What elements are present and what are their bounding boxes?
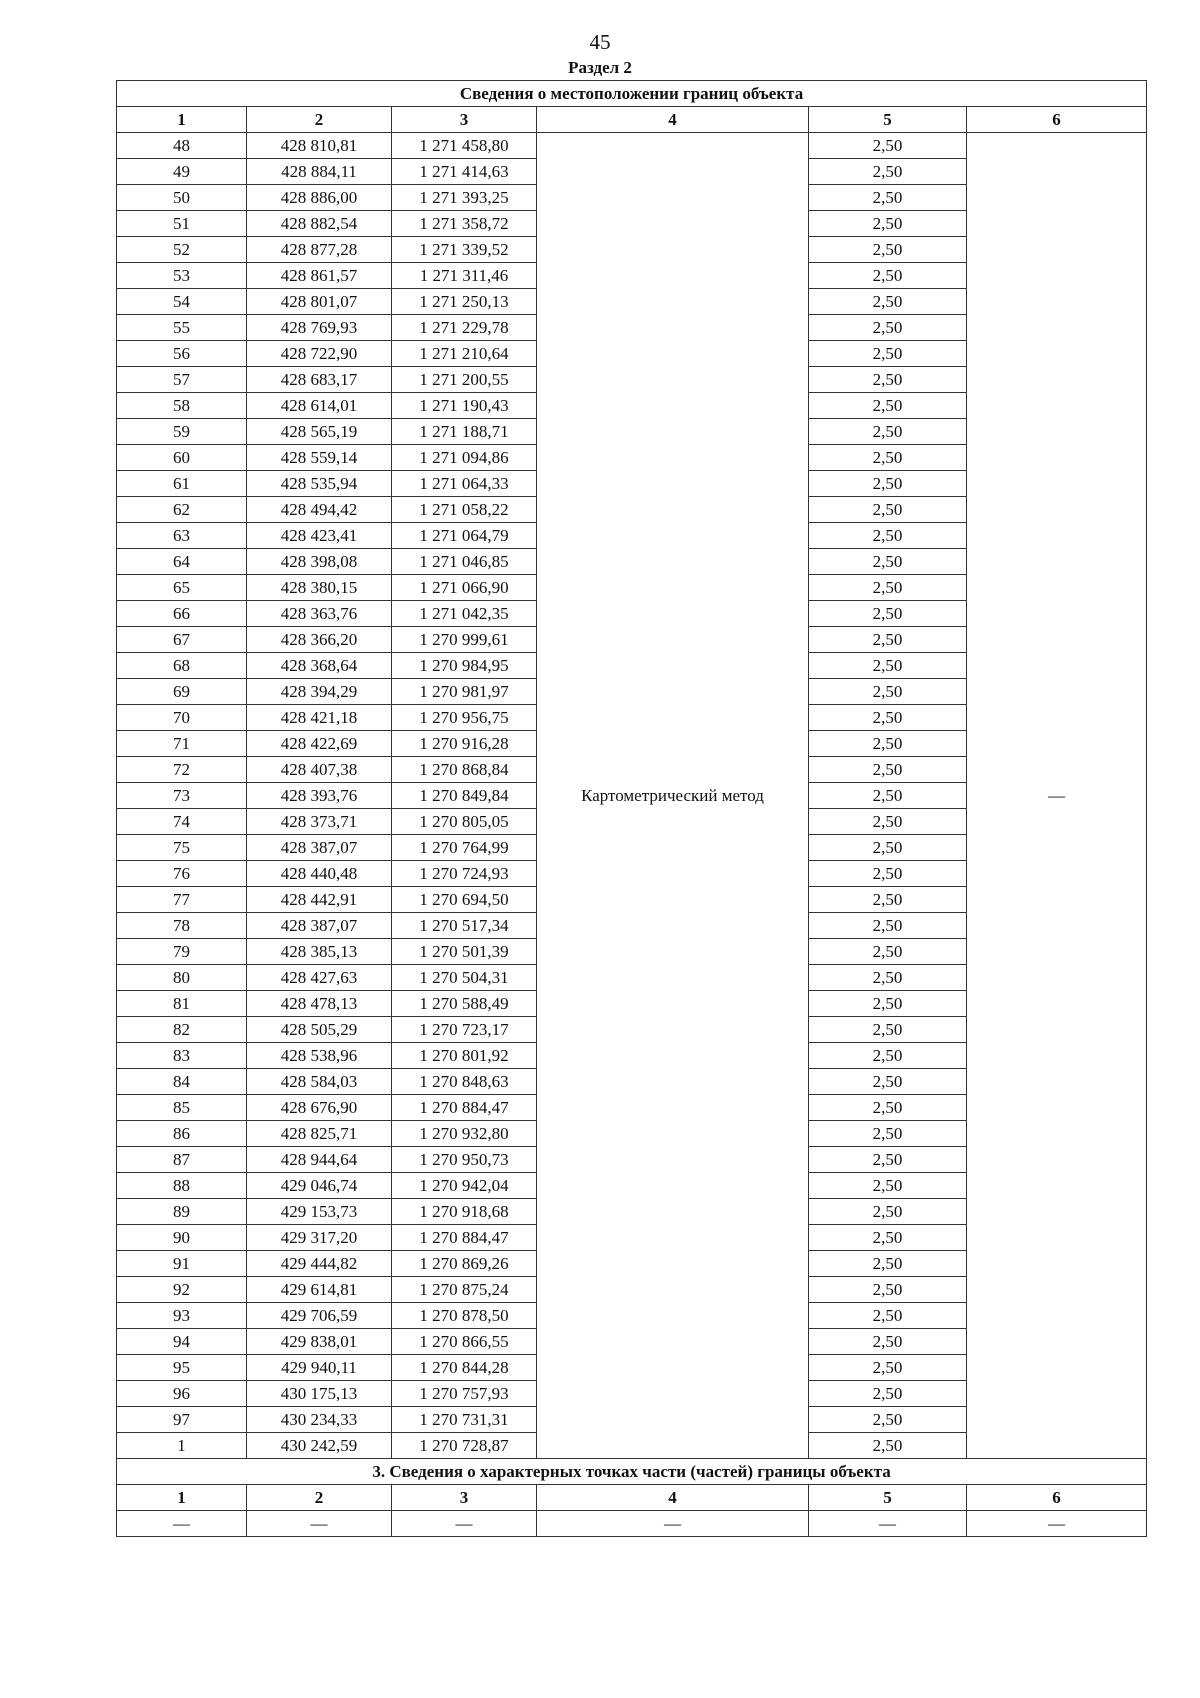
accuracy-cell: 2,50 [809,913,967,939]
x-coordinate-cell: 428 440,48 [247,861,392,887]
x-coordinate-cell: 428 494,42 [247,497,392,523]
point-number-cell: 95 [117,1355,247,1381]
y-coordinate-cell: 1 271 064,33 [392,471,537,497]
point-number-cell: 86 [117,1121,247,1147]
point-number-cell: 97 [117,1407,247,1433]
y-coordinate-cell: 1 270 868,84 [392,757,537,783]
section3-cell: — [967,1511,1147,1537]
section3-row [117,1511,1147,1537]
y-coordinate-cell: 1 270 942,04 [392,1173,537,1199]
y-coordinate-cell: 1 271 058,22 [392,497,537,523]
x-coordinate-cell: 428 676,90 [247,1095,392,1121]
section3-caption-row [117,1459,1147,1485]
accuracy-cell: 2,50 [809,1225,967,1251]
x-coordinate-cell: 429 940,11 [247,1355,392,1381]
accuracy-cell: 2,50 [809,965,967,991]
x-coordinate-cell: 428 559,14 [247,445,392,471]
accuracy-cell: 2,50 [809,471,967,497]
x-coordinate-cell: 428 565,19 [247,419,392,445]
x-coordinate-cell: 428 380,15 [247,575,392,601]
y-coordinate-cell: 1 270 916,28 [392,731,537,757]
x-coordinate-cell: 428 363,76 [247,601,392,627]
accuracy-cell: 2,50 [809,991,967,1017]
point-number-cell: 64 [117,549,247,575]
accuracy-cell: 2,50 [809,1355,967,1381]
accuracy-cell: 2,50 [809,367,967,393]
x-coordinate-cell: 428 366,20 [247,627,392,653]
x-coordinate-cell: 428 810,81 [247,133,392,159]
boundary-table [116,80,1147,1537]
point-number-cell: 67 [117,627,247,653]
x-coordinate-cell: 428 614,01 [247,393,392,419]
accuracy-cell: 2,50 [809,315,967,341]
accuracy-cell: 2,50 [809,1043,967,1069]
accuracy-cell: 2,50 [809,1329,967,1355]
section3-header-row [117,1485,1147,1511]
point-number-cell: 57 [117,367,247,393]
accuracy-cell: 2,50 [809,211,967,237]
method-cell: Картометрический метод [537,133,809,1459]
y-coordinate-cell: 1 270 723,17 [392,1017,537,1043]
x-coordinate-cell: 428 393,76 [247,783,392,809]
x-coordinate-cell: 428 825,71 [247,1121,392,1147]
accuracy-cell: 2,50 [809,1277,967,1303]
section3-column-header: 3 [392,1485,537,1511]
y-coordinate-cell: 1 270 884,47 [392,1225,537,1251]
y-coordinate-cell: 1 271 229,78 [392,315,537,341]
point-number-cell: 74 [117,809,247,835]
accuracy-cell: 2,50 [809,1173,967,1199]
x-coordinate-cell: 429 153,73 [247,1199,392,1225]
accuracy-cell: 2,50 [809,835,967,861]
point-number-cell: 79 [117,939,247,965]
point-number-cell: 81 [117,991,247,1017]
accuracy-cell: 2,50 [809,341,967,367]
point-number-cell: 63 [117,523,247,549]
y-coordinate-cell: 1 270 504,31 [392,965,537,991]
point-number-cell: 66 [117,601,247,627]
accuracy-cell: 2,50 [809,757,967,783]
section3-cell: — [247,1511,392,1537]
y-coordinate-cell: 1 270 869,26 [392,1251,537,1277]
point-number-cell: 54 [117,289,247,315]
point-number-cell: 88 [117,1173,247,1199]
y-coordinate-cell: 1 270 844,28 [392,1355,537,1381]
point-number-cell: 73 [117,783,247,809]
accuracy-cell: 2,50 [809,575,967,601]
y-coordinate-cell: 1 270 950,73 [392,1147,537,1173]
point-number-cell: 94 [117,1329,247,1355]
accuracy-cell: 2,50 [809,1069,967,1095]
y-coordinate-cell: 1 270 805,05 [392,809,537,835]
point-number-cell: 53 [117,263,247,289]
section3-column-header: 4 [537,1485,809,1511]
x-coordinate-cell: 428 722,90 [247,341,392,367]
point-number-cell: 70 [117,705,247,731]
point-number-cell: 52 [117,237,247,263]
x-coordinate-cell: 428 861,57 [247,263,392,289]
accuracy-cell: 2,50 [809,263,967,289]
y-coordinate-cell: 1 270 848,63 [392,1069,537,1095]
y-coordinate-cell: 1 271 188,71 [392,419,537,445]
accuracy-cell: 2,50 [809,393,967,419]
x-coordinate-cell: 428 877,28 [247,237,392,263]
accuracy-cell: 2,50 [809,497,967,523]
y-coordinate-cell: 1 270 999,61 [392,627,537,653]
point-number-cell: 85 [117,1095,247,1121]
y-coordinate-cell: 1 271 393,25 [392,185,537,211]
x-coordinate-cell: 428 886,00 [247,185,392,211]
point-number-cell: 49 [117,159,247,185]
column-header-row [117,107,1147,133]
x-coordinate-cell: 430 234,33 [247,1407,392,1433]
x-coordinate-cell: 428 584,03 [247,1069,392,1095]
x-coordinate-cell: 428 387,07 [247,913,392,939]
section3-caption: 3. Сведения о характерных точках части (частей) границы объекта [117,1459,1147,1485]
accuracy-cell: 2,50 [809,1199,967,1225]
accuracy-cell: 2,50 [809,1121,967,1147]
point-number-cell: 78 [117,913,247,939]
x-coordinate-cell: 429 838,01 [247,1329,392,1355]
y-coordinate-cell: 1 271 250,13 [392,289,537,315]
table-caption-row [117,81,1147,107]
point-number-cell: 68 [117,653,247,679]
accuracy-cell: 2,50 [809,679,967,705]
x-coordinate-cell: 428 478,13 [247,991,392,1017]
accuracy-cell: 2,50 [809,731,967,757]
y-coordinate-cell: 1 271 066,90 [392,575,537,601]
y-coordinate-cell: 1 271 046,85 [392,549,537,575]
point-number-cell: 83 [117,1043,247,1069]
y-coordinate-cell: 1 270 884,47 [392,1095,537,1121]
y-coordinate-cell: 1 270 878,50 [392,1303,537,1329]
accuracy-cell: 2,50 [809,1095,967,1121]
column-header: 4 [537,107,809,133]
accuracy-cell: 2,50 [809,1407,967,1433]
accuracy-cell: 2,50 [809,237,967,263]
x-coordinate-cell: 428 394,29 [247,679,392,705]
y-coordinate-cell: 1 270 731,31 [392,1407,537,1433]
y-coordinate-cell: 1 270 694,50 [392,887,537,913]
x-coordinate-cell: 429 444,82 [247,1251,392,1277]
x-coordinate-cell: 428 442,91 [247,887,392,913]
accuracy-cell: 2,50 [809,419,967,445]
y-coordinate-cell: 1 270 956,75 [392,705,537,731]
accuracy-cell: 2,50 [809,133,967,159]
y-coordinate-cell: 1 270 757,93 [392,1381,537,1407]
y-coordinate-cell: 1 270 724,93 [392,861,537,887]
point-number-cell: 71 [117,731,247,757]
point-number-cell: 55 [117,315,247,341]
accuracy-cell: 2,50 [809,159,967,185]
y-coordinate-cell: 1 271 210,64 [392,341,537,367]
point-number-cell: 1 [117,1433,247,1459]
point-number-cell: 72 [117,757,247,783]
x-coordinate-cell: 428 505,29 [247,1017,392,1043]
y-coordinate-cell: 1 271 414,63 [392,159,537,185]
x-coordinate-cell: 428 368,64 [247,653,392,679]
y-coordinate-cell: 1 270 728,87 [392,1433,537,1459]
accuracy-cell: 2,50 [809,1251,967,1277]
accuracy-cell: 2,50 [809,653,967,679]
point-number-cell: 82 [117,1017,247,1043]
x-coordinate-cell: 428 421,18 [247,705,392,731]
column-header: 6 [967,107,1147,133]
table-caption: Сведения о местоположении границ объекта [117,81,1147,107]
section3-cell: — [537,1511,809,1537]
point-number-cell: 80 [117,965,247,991]
accuracy-cell: 2,50 [809,445,967,471]
section3-column-header: 5 [809,1485,967,1511]
point-number-cell: 61 [117,471,247,497]
x-coordinate-cell: 429 614,81 [247,1277,392,1303]
page-number: 45 [589,30,611,54]
section3-column-header: 2 [247,1485,392,1511]
section3-cell: — [392,1511,537,1537]
point-number-cell: 60 [117,445,247,471]
x-coordinate-cell: 429 706,59 [247,1303,392,1329]
y-coordinate-cell: 1 270 981,97 [392,679,537,705]
y-coordinate-cell: 1 270 588,49 [392,991,537,1017]
column-header: 5 [809,107,967,133]
point-number-cell: 91 [117,1251,247,1277]
point-number-cell: 92 [117,1277,247,1303]
y-coordinate-cell: 1 270 517,34 [392,913,537,939]
point-number-cell: 65 [117,575,247,601]
x-coordinate-cell: 428 538,96 [247,1043,392,1069]
point-number-cell: 58 [117,393,247,419]
x-coordinate-cell: 430 242,59 [247,1433,392,1459]
accuracy-cell: 2,50 [809,1147,967,1173]
x-coordinate-cell: 428 407,38 [247,757,392,783]
y-coordinate-cell: 1 271 458,80 [392,133,537,159]
point-number-cell: 76 [117,861,247,887]
accuracy-cell: 2,50 [809,861,967,887]
x-coordinate-cell: 429 046,74 [247,1173,392,1199]
y-coordinate-cell: 1 270 764,99 [392,835,537,861]
column-header: 2 [247,107,392,133]
point-number-cell: 77 [117,887,247,913]
section-title: Раздел 2 [568,58,632,77]
x-coordinate-cell: 428 422,69 [247,731,392,757]
section3-column-header: 6 [967,1485,1147,1511]
point-number-cell: 90 [117,1225,247,1251]
description-cell: — [967,133,1147,1459]
point-number-cell: 51 [117,211,247,237]
y-coordinate-cell: 1 270 801,92 [392,1043,537,1069]
x-coordinate-cell: 428 398,08 [247,549,392,575]
point-number-cell: 75 [117,835,247,861]
point-number-cell: 50 [117,185,247,211]
y-coordinate-cell: 1 270 849,84 [392,783,537,809]
accuracy-cell: 2,50 [809,887,967,913]
accuracy-cell: 2,50 [809,783,967,809]
accuracy-cell: 2,50 [809,185,967,211]
column-header: 3 [392,107,537,133]
table-row [117,133,1147,159]
x-coordinate-cell: 428 535,94 [247,471,392,497]
x-coordinate-cell: 428 683,17 [247,367,392,393]
x-coordinate-cell: 428 373,71 [247,809,392,835]
x-coordinate-cell: 429 317,20 [247,1225,392,1251]
x-coordinate-cell: 430 175,13 [247,1381,392,1407]
point-number-cell: 62 [117,497,247,523]
y-coordinate-cell: 1 270 866,55 [392,1329,537,1355]
y-coordinate-cell: 1 271 042,35 [392,601,537,627]
y-coordinate-cell: 1 271 311,46 [392,263,537,289]
point-number-cell: 59 [117,419,247,445]
point-number-cell: 89 [117,1199,247,1225]
section3-cell: — [809,1511,967,1537]
x-coordinate-cell: 428 385,13 [247,939,392,965]
y-coordinate-cell: 1 270 932,80 [392,1121,537,1147]
y-coordinate-cell: 1 271 064,79 [392,523,537,549]
x-coordinate-cell: 428 801,07 [247,289,392,315]
y-coordinate-cell: 1 271 339,52 [392,237,537,263]
point-number-cell: 96 [117,1381,247,1407]
accuracy-cell: 2,50 [809,705,967,731]
point-number-cell: 56 [117,341,247,367]
y-coordinate-cell: 1 270 984,95 [392,653,537,679]
section3-column-header: 1 [117,1485,247,1511]
x-coordinate-cell: 428 882,54 [247,211,392,237]
y-coordinate-cell: 1 270 918,68 [392,1199,537,1225]
point-number-cell: 87 [117,1147,247,1173]
y-coordinate-cell: 1 270 501,39 [392,939,537,965]
accuracy-cell: 2,50 [809,1017,967,1043]
accuracy-cell: 2,50 [809,1303,967,1329]
x-coordinate-cell: 428 944,64 [247,1147,392,1173]
accuracy-cell: 2,50 [809,601,967,627]
point-number-cell: 69 [117,679,247,705]
accuracy-cell: 2,50 [809,939,967,965]
point-number-cell: 93 [117,1303,247,1329]
x-coordinate-cell: 428 387,07 [247,835,392,861]
x-coordinate-cell: 428 423,41 [247,523,392,549]
x-coordinate-cell: 428 427,63 [247,965,392,991]
y-coordinate-cell: 1 270 875,24 [392,1277,537,1303]
column-header: 1 [117,107,247,133]
accuracy-cell: 2,50 [809,289,967,315]
accuracy-cell: 2,50 [809,627,967,653]
x-coordinate-cell: 428 769,93 [247,315,392,341]
accuracy-cell: 2,50 [809,809,967,835]
y-coordinate-cell: 1 271 190,43 [392,393,537,419]
x-coordinate-cell: 428 884,11 [247,159,392,185]
y-coordinate-cell: 1 271 358,72 [392,211,537,237]
y-coordinate-cell: 1 271 094,86 [392,445,537,471]
accuracy-cell: 2,50 [809,523,967,549]
section3-cell: — [117,1511,247,1537]
accuracy-cell: 2,50 [809,549,967,575]
accuracy-cell: 2,50 [809,1381,967,1407]
y-coordinate-cell: 1 271 200,55 [392,367,537,393]
accuracy-cell: 2,50 [809,1433,967,1459]
point-number-cell: 84 [117,1069,247,1095]
point-number-cell: 48 [117,133,247,159]
